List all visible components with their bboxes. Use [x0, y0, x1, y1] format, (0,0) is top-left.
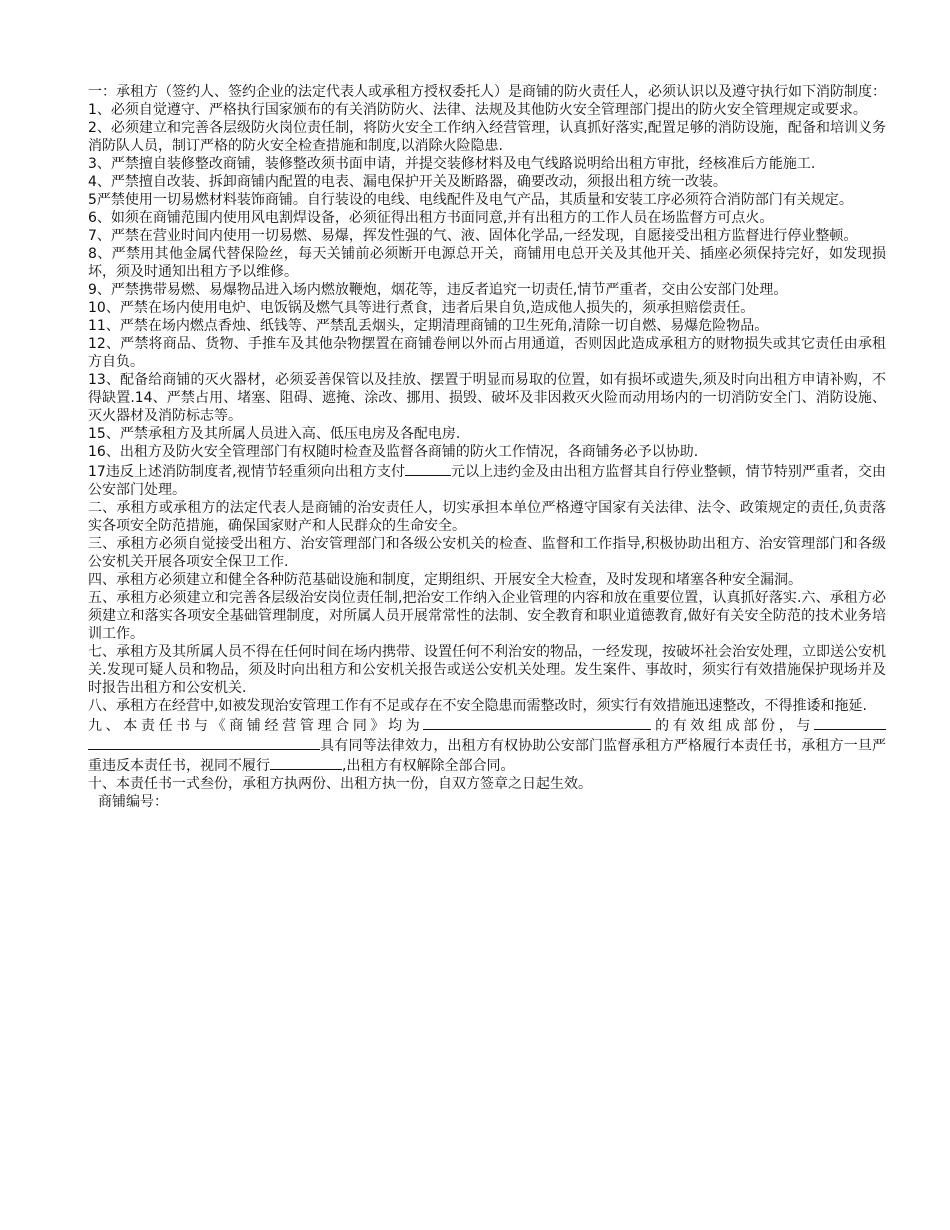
- clause-8: 8、严禁用其他金属代替保险丝，每天关铺前必须断开电源总开关，商铺用电总开关及其他开关、插座必须保持完好，如发现损坏，须及时通知出租方予以维修。: [88, 246, 886, 280]
- clause-17-before: 17违反上述消防制度者,视情节轻重须向出租方支付: [88, 464, 406, 480]
- contract-blank-4: [270, 755, 342, 770]
- section-7: 七、承租方及其所属人员不得在任何时间在场内携带、设置任何不利治安的物品，一经发现，按破坏社会治安处理，立即送公安机关.发现可疑人员和物品，须及时向出租方和公安机关报告或送公安机关处理。发生案件、事故时，须实行有效措施保护现场并及时报告出租方和公安机关.: [88, 644, 886, 696]
- clause-11: 11、严禁在场内燃点香烛、纸钱等、严禁乱丢烟头，定期清理商铺的卫生死角,清除一切自燃、易爆危险物品。: [88, 318, 769, 334]
- document-body: [88, 83, 886, 811]
- clause-9: 9、严禁携带易燃、易爆物品进入场内燃放鞭炮，烟花等，违反者追究一切责任,情节严重者，交由公安部门处理。: [88, 282, 788, 298]
- clause-13-14: 13、配备给商铺的灭火器材，必须妥善保管以及挂放、摆置于明显而易取的位置，如有损坏或遗失,须及时向出租方申请补购，不得缺置.14、严禁占用、堵塞、阻碍、遮掩、涂改、挪用、损毁、破坏及非因救灭火险而动用场内的一切消防安全门、消防设施、灭火器材及消防标志等。: [88, 372, 886, 424]
- section-9-part3: 具有同等法律效力，出租方有权协助公安部门监督承租方严格履行本责任书，承租方一旦严重违反本责任书，视同不履行: [88, 738, 886, 774]
- clause-12: 12、严禁将商品、货物、手推车及其他杂物摆置在商铺卷闸以外而占用通道，否则因此造成承租方的财物损失或其它责任由承租方自负。: [88, 336, 886, 370]
- shop-number-label: 商铺编号：: [98, 794, 168, 810]
- clause-4: 4、严禁擅自改装、拆卸商铺内配置的电表、漏电保护开关及断路器，确要改动，须报出租方统一改装。: [88, 174, 727, 190]
- clause-16: 16、出租方及防火安全管理部门有权随时检查及监督各商铺的防火工作情况，各商铺务必予以协助.: [88, 444, 699, 460]
- clause-17-after: 元以上违约金及由出租方监督其自行停业整顿，情节特别严重者，交由公安部门处理。: [88, 464, 887, 498]
- clause-5: 5严禁使用一切易燃材料装饰商铺。自行装设的电线、电线配件及电气产品，其质量和安装工序必须符合消防部门有关规定。: [88, 192, 853, 208]
- clause-17: [88, 461, 886, 499]
- penalty-amount-blank: [405, 461, 451, 476]
- section-9-part2: 的有效组成部份，与: [651, 718, 815, 734]
- section-8: 八、承租方在经营中,如被发现治安管理工作有不足或存在不安全隐患而需整改时，须实行有效措施迅速整改，不得推诿和拖延.: [88, 698, 867, 714]
- contract-blank-1: [423, 715, 651, 730]
- section-4: 四、承租方必须建立和健全各种防范基础设施和制度，定期组织、开展安全大检查，及时发现和堵塞各种安全漏洞。: [88, 572, 802, 588]
- clause-3: 3、严禁擅自装修整改商铺，装修整改须书面申请，并提交装修材料及电气线路说明给出租方审批，经核准后方能施工.: [88, 156, 816, 172]
- contract-blank-2: [814, 715, 886, 730]
- clause-1: 1、必须自觉遵守、严格执行国家颁布的有关消防防火、法律、法规及其他防火安全管理部门提出的防火安全管理规定或要求。: [88, 102, 867, 118]
- clause-2: 2、必须建立和完善各层级防火岗位责任制，将防火安全工作纳入经营管理，认真抓好落实,配置足够的消防设施，配备和培训义务消防队人员，制订严格的防火安全检查措施和制度,以消除火险隐患.: [88, 120, 886, 154]
- clause-15: 15、严禁承租方及其所属人员进入高、低压电房及各配电房.: [88, 426, 461, 442]
- section-9-part4: ,出租方有权解除全部合同。: [342, 758, 515, 774]
- clause-10: 10、严禁在场内使用电炉、电饭锅及燃气具等进行煮食，违者后果自负,造成他人损失的，须承担赔偿责任。: [88, 300, 755, 316]
- section-10: 十、本责任书一式叁份，承租方执两份、出租方执一份，自双方签章之日起生效。: [88, 776, 592, 792]
- section-2: 二、承租方或承租方的法定代表人是商铺的治安责任人，切实承担本单位严格遵守国家有关法律、法令、政策规定的责任,负责落实各项安全防范措施，确保国家财产和人民群众的生命安全。: [88, 500, 886, 534]
- section-9: [88, 715, 886, 775]
- section-3: 三、承租方必须自觉接受出租方、治安管理部门和各级公安机关的检查、监督和工作指导,积极协助出租方、治安管理部门和各级公安机关开展各项安全保卫工作.: [88, 536, 886, 570]
- clause-6: 6、如须在商铺范围内使用风电割焊设备，必须征得出租方书面同意,并有出租方的工作人员在场监督方可点火。: [88, 210, 774, 226]
- contract-blank-3: [88, 735, 320, 750]
- section-5-6: 五、承租方必须建立和完善各层级治安岗位责任制,把治安工作纳入企业管理的内容和放在重要位置，认真抓好落实.六、承租方必须建立和落实各项安全基础管理制度，对所属人员开展常常性的法制、安全教育和职业道德教育,做好有关安全防范的技术业务培训工作。: [88, 590, 886, 642]
- section-9-part1: 九、本责任书与《商铺经营管理合同》均为: [88, 718, 424, 734]
- clause-7: 7、严禁在营业时间内使用一切易燃、易爆，挥发性强的气、液、固体化学品,一经发现，自愿接受出租方监督进行停业整顿。: [88, 228, 858, 244]
- paragraph-1-intro: 一：承租方（签约人、签约企业的法定代表人或承租方授权委托人）是商铺的防火责任人，必须认识以及遵守执行如下消防制度：: [88, 84, 886, 100]
